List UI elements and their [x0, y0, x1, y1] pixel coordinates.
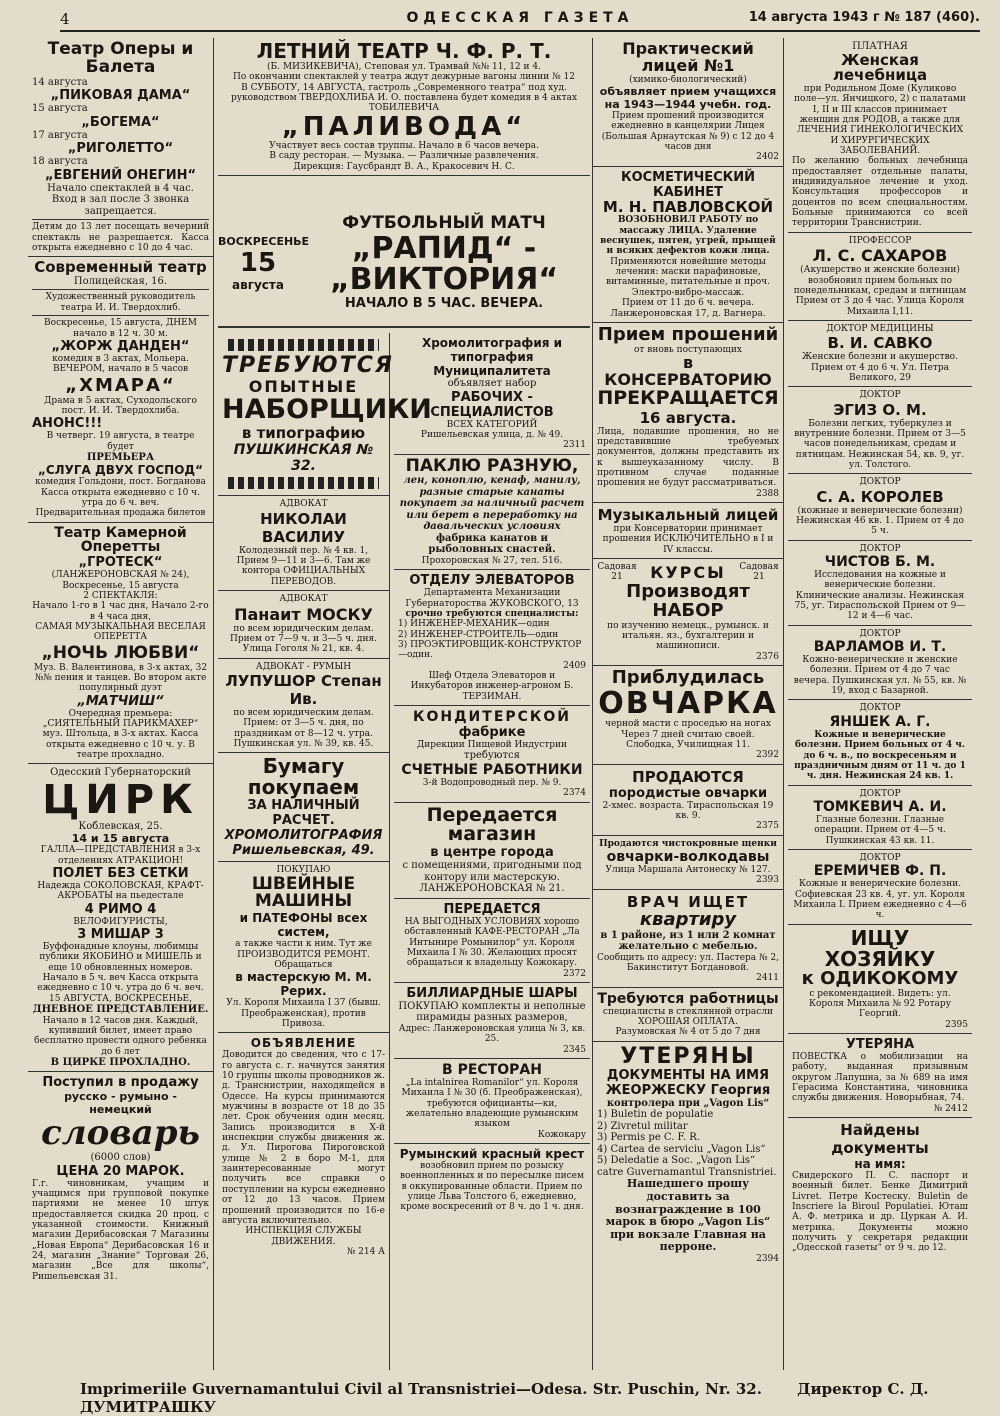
paklya-text-2: лен, коноплю, кенаф, манилу, разные старые канаты покупает за наличный расчет или берет в переработку на давальческих условиях [399, 475, 585, 533]
sewing-text-1: ПОКУПАЮ [276, 865, 331, 876]
tomkevich-label: ДОКТОР [859, 788, 901, 799]
cafe-number: 2372 [563, 968, 586, 979]
football-month: августа [232, 277, 284, 292]
circus-text-1: Одесский Губернаторский [50, 767, 191, 779]
elev-text-6: 3) ПРОЭКТИРОВЩИК-КОНСТРУКТОР—один. [398, 639, 582, 661]
elev-number: 2409 [563, 660, 586, 671]
rest-text-1: В РЕСТОРАН [442, 1062, 542, 1078]
letniy-text-3: В СУББОТУ, 14 АВГУСТА, гастроль „Современного театра“ под худ. руководством ТВЕРДОХЛИБА И. О. поставлена будет комедия в 4 актах ТОБИЛЕВИЧА [230, 82, 578, 114]
korolev-ad [788, 474, 972, 540]
korolev-label: ДОКТОР [859, 477, 901, 488]
football-ad [218, 203, 590, 328]
nabor-text-2: ОПЫТНЫЕ [248, 377, 359, 397]
circus-text-6: 15 АВГУСТА, ВОСКРЕСЕНЬЕ, [49, 993, 192, 1004]
circus-name: ЦИРК [42, 776, 199, 823]
dog-number: 2392 [756, 750, 779, 761]
circus-act-3: 3 МИШАР 3 [77, 927, 164, 943]
dog-text-3: черной масти с проседью на ногах Через 7 дней считаю своей. Слободка, Училищная 11. [605, 719, 771, 750]
sovr-anons: АНОНС!!! [32, 416, 103, 432]
conserv-text-5: 16 августа. [639, 408, 737, 427]
found-docs-ad [788, 1118, 972, 1257]
found-text: Свидерского П. С. паспорт и военный билет. Бенке Димитрий Livret. Петре Костеску. Buletin de Inscriere la Biroul Populatiei. Юташ А. Ф. метрика и др. Цуркан А. И. метрика. Документы можно получить у секретаря редакции „Одесской газеты“ от 9 ч. до 12. [792, 1170, 968, 1254]
sovr-text-1: Художественный руководитель театра И. И. Твердохлиб. [45, 292, 196, 313]
paper-text-2: ЗА НАЛИЧНЫЙ РАСЧЕТ. [247, 798, 360, 829]
yanshek-label: ДОКТОР [859, 703, 901, 714]
dict-text-4: Г.г. чиновникам, учащим и учащимся при групповой покупке партиями не менее 10 штук предоставляется скидка 20 проц. с указанной стоимости. Книжный магазин Дерибасовская 7 Магазины „Новая Европа“ Дерибасовская 16 и 24, магазин „Знание“ Торговая 26, магазин „Все для школы“, Ришельевская 31. [32, 1178, 209, 1282]
grotesk-title: Театр Камерной Оперетты [54, 524, 187, 556]
nabor-text-1: ТРЕБУЮТСЯ [222, 353, 394, 378]
dog-sale-ad [593, 765, 783, 836]
sovr-text-7: Предварительная продажа билетов [35, 508, 206, 519]
vasiliu-text: Колодезный пер. № 4 кв. 1, Прием 9—11 и 3—6. Там же контора ОФИЦИАЛЬНЫХ ПЕРЕВОДОВ. [236, 545, 371, 587]
tomkevich-text: Глазные болезни. Глазные операции. Прием от 4—5 ч. Пушкинская 43 кв. 11. [814, 814, 946, 846]
lost-item-3: 3) Permis pe C. F. R. [597, 1132, 701, 1144]
billiard-text-3: Адрес: Ланжероновская улица № 3, кв. 25. [398, 1023, 586, 1045]
grotesk-address: (ЛАНЖЕРОНОВСКАЯ № 24), [51, 570, 190, 581]
tomkevich-ad [788, 786, 972, 850]
column-1 [28, 38, 214, 1370]
landlady-text-3: с рекомендацией. Видеть: ул. Короля Михаила № 92 Ротару Георгий. [809, 988, 951, 1020]
vasiliu-ad [218, 496, 389, 591]
lyceum-text-1: Практический лицей №1 [622, 39, 754, 75]
circus-text-7: ДНЕВНОЕ ПРЕДСТАВЛЕНИЕ. [32, 1004, 209, 1016]
football-day-number: 15 [239, 247, 277, 278]
dictionary-ad [28, 1072, 213, 1285]
letniy-text-5: В саду ресторан. — Музыка. — Различные развлечения. [269, 151, 539, 162]
sewing-text-4: а также части к ним. Тут же ПРОИЗВОДИТСЯ РЕМОНТ. Обращаться [235, 939, 372, 970]
elev-text-5: 2) ИНЖЕНЕР-СТРОИТЕЛЬ—один [398, 629, 559, 640]
cosmetic-ad [593, 167, 783, 323]
rest-text-3: Кожокару [537, 1129, 586, 1140]
chistov-text: Исследования на кожные и венерические болезни. Клинические анализы. Нежинская 75, уг. Тираспольской Прием от 9—12 и 4—6 час. [794, 570, 966, 622]
found-title: Найдены документы [831, 1120, 929, 1157]
mosku-ad [218, 591, 389, 658]
kursy-text-5: по изучению немецк., румынск. и итальян. яз., бухгалтерии и машинописи. [607, 620, 769, 652]
paper-text-3: ХРОМОЛИТОГРАФИЯ [224, 828, 383, 844]
notice-text: Доводится до сведения, что с 17-го августа с. г. начнутся занятия 10 группы школы проводников ж. д. Транснистрии, находящейся в Одессе. На курсы принимаются мужчины в возрасте от 18 до 35 лет. Срок обучения один месяц. Запись производится в Х-й инспекции службы движения ж. д. Ул. Пирогова Пироговской улице № 2 в боро М-1, для заинтересованные могут получить все справки о поступлении на курсы ежедневно от 12 до 13 часов. Прием прошений производится по 16-е августа включительно. [222, 1050, 385, 1226]
lupushor-ad [218, 659, 389, 754]
column-3 [394, 333, 590, 1370]
doctor-number: 2411 [756, 973, 779, 984]
konditer-text-3: Дирекции Пищевой Индустрии [416, 740, 568, 750]
lyceum-text-5: Прием прошений производится ежедневно в канцелярии Лицея (Большая Арнаутская № 9) с 12 до 4 часов дня [601, 110, 775, 152]
opera-text-1: Начало спектаклей в 4 час. [47, 182, 194, 194]
notice-title: ОБЪЯВЛЕНИЕ [250, 1036, 357, 1051]
sovr-title: Современный театр [34, 258, 207, 277]
elev-text-2: Департамента Механизации Губернатороства ЖУКОВСКОГО, 13 [405, 588, 579, 609]
sewing-text-3: и ПАТЕФОНЫ всех систем, [239, 911, 368, 940]
circus-dates: 14 и 15 августа [71, 832, 170, 846]
conserv-text-1: Прием прошений [597, 323, 779, 345]
football-teams: „РАПИД“ - „ВИКТОРИЯ“ [329, 230, 559, 298]
eremichev-ad [788, 850, 972, 925]
lost-text-1: УТЕРЯНЫ [620, 1043, 756, 1069]
lupushor-label: АДВОКАТ - РУМЫН [255, 661, 352, 672]
circus-text-4: ВЕЛОФИГУРИСТЫ, [73, 916, 168, 927]
football-time: НАЧАЛО В 5 ЧАС. ВЕЧЕРА. [344, 295, 544, 311]
elev-text-1: ОТДЕЛУ ЭЛЕВАТОРОВ [409, 573, 575, 589]
sovr-play-2: „ХМАРА“ [65, 374, 176, 396]
opera-text-2: Вход в зал после 3 звонка запрещается. [51, 194, 190, 217]
sovr-theatre-ad [28, 257, 213, 523]
lostnotice-number: № 2412 [933, 1103, 968, 1114]
eremichev-text: Кожные и венерические болезни. Софиевская 23 кв. 4, уг. ул. Короля Михаила I. Прием ежедневно с 4—6 ч. [793, 879, 967, 921]
column-4 [592, 38, 784, 1370]
varlamov-text: Кожно-венерические и женские болезни. Прием от 4 до 7 час вечера. Пушкинская ул. № 55, кв. № 19, вход с Базарной. [793, 655, 967, 697]
chistov-ad [788, 541, 972, 626]
eremichev-name: ЕРЕМИЧЕВ Ф. П. [813, 863, 947, 880]
letniy-text-2: По окончании спектаклей у театра ждут дежурные вагоны линии № 12 [233, 72, 575, 83]
dict-price: ЦЕНА 20 МАРОК. [56, 1163, 185, 1179]
letniy-text-1: (Б. МИЗИКЕВИЧА), Степовая ул. Трамвай №№ 11, 12 и 4. [267, 62, 541, 72]
konditer-text-6: 3-й Водопроводный пер. № 9. [422, 777, 562, 788]
opera-title: Театр Оперы и Балета [47, 39, 194, 77]
cafe-text-2: НА ВЫГОДНЫХ УСЛОВИЯХ хорошо обставленный КАФЕ-РЕСТОРАН „Ла Интынире Ромынилор“ ул. Короля Михаила I № 30. Желающих просят обращаться к владельцу Кожокару. [404, 916, 580, 969]
lost-item-4: 4) Cartea de serviciu „Vagon Lis“ [597, 1143, 766, 1155]
billiard-number: 2345 [563, 1044, 586, 1055]
nabor-text-3: НАБОРЩИКИ [222, 394, 432, 426]
korolev-text: (кожные и венерические болезни) Нежинская 46 кв. 1. Прием от 4 до 5 ч. [796, 505, 964, 537]
cafe-text-1: ПЕРЕДАЕТСЯ [443, 901, 541, 917]
cosmetic-text-4: Применяются новейшие методы лечения: маски парафиновые, витаминные, питательные и проч. Электро-вибро-массаж. [605, 256, 771, 298]
sale-text-3: 2-хмес. возраста. Тираспольская 19 кв. 9. [602, 800, 774, 821]
music-text-1: Музыкальный лицей [597, 506, 779, 525]
doctor-text-4: Сообщить по адресу: ул. Пастера № 2, Бакинститут Богдановой. [597, 952, 779, 973]
kursy-title: КУРСЫ [650, 562, 726, 582]
redcross-text-2: возобновил прием по розыску военнопленных и по пересылке писем в оккупированные области. Прием по улице Льва Толстого 6, ежедневно, кроме воскресений от 8 ч. до 1 ч. дня. [399, 1161, 584, 1213]
billiard-ad [394, 983, 590, 1059]
egiz-name: ЭГИЗ О. М. [833, 400, 927, 419]
elev-text-3: срочно требуются специалисты: [405, 608, 579, 619]
eremichev-label: ДОКТОР [859, 852, 901, 863]
landlady-text-2: к ОДИКОКОМУ [801, 967, 959, 989]
workers-text-2: специалисты в стеклянной отрасли ХОРОШАЯ ОПЛАТА. [602, 1006, 774, 1027]
sale-text-1: ПРОДАЮТСЯ [632, 767, 744, 786]
opera-play-3: „РИГОЛЕТТО“ [67, 141, 174, 157]
mosku-label: АДВОКАТ [279, 594, 328, 605]
egiz-ad [788, 387, 972, 474]
kursy-number: 2376 [756, 651, 779, 662]
chistov-name: ЧИСТОВ Б. М. [824, 554, 936, 571]
letniy-text-6: Дирекция: Гаусбрандт В. А., Кракосевич Н. С. [293, 161, 515, 172]
kursy-addr-right: Садовая 21 [739, 562, 779, 583]
opera-date-4: 18 августа [32, 156, 88, 168]
conserv-text-3: в КОНСЕРВАТОРИЮ [604, 353, 772, 389]
shop-text-3: с помещениями, пригодными под контору или мастерскую. ЛАНЖЕРОНОВСКАЯ № 21. [402, 860, 582, 895]
circus-text-3: Надежда СОКОЛОВСКАЯ, КРАФТ-АКРОБАТЫ на пьедестале [37, 881, 204, 902]
opera-date-2: 15 августа [32, 103, 88, 115]
opera-date-1: 14 августа [32, 76, 88, 88]
football-day-label: ВОСКРЕСЕНЬЕ [218, 234, 310, 248]
grotesk-text-5: Муз. В. Валентинова, в 3-х актах, 32 №№ пения и танцев. Во втором акте популярный дуэт [33, 662, 208, 694]
notice-number: № 214 А [346, 1246, 385, 1257]
paper-ad [218, 753, 389, 862]
wolf-text-3: Улица Маршала Антонеску № 127. [605, 865, 771, 876]
grotesk-ad [28, 523, 213, 765]
grotesk-name: „ГРОТЕСК“ [78, 555, 163, 571]
shop-text-1: Передается магазин [426, 803, 558, 846]
lost-text-3: ЖЕОРЖЕСКУ Георгия [605, 1082, 771, 1098]
savko-name: В. И. САВКО [827, 334, 933, 353]
opera-ad [28, 38, 213, 257]
chromo-text-5: Ришельевская улица, д. № 49. [420, 429, 564, 440]
vasiliu-name: НИКОЛАИ ВАСИЛИУ [260, 509, 347, 546]
grotesk-text-3: Начало 1-го в 1 час дня, Начало 2-го в 4 часа дня, [32, 601, 209, 622]
grotesk-text-2: 2 СПЕКТАКЛЯ: [83, 590, 158, 601]
found-subtitle: на имя: [854, 1156, 906, 1171]
opera-date-3: 17 августа [32, 129, 88, 141]
landlady-number: 2395 [945, 1019, 968, 1030]
lyceum-text-4: на 1943—1944 учебн. год. [604, 97, 772, 111]
lost-text-2: ДОКУМЕНТЫ НА ИМЯ [606, 1067, 770, 1083]
dog-text-1: Приблудилась [611, 666, 765, 688]
lyceum-number: 2402 [756, 152, 779, 163]
notice-signature: ИНСПЕКЦИЯ СЛУЖБЫ ДВИЖЕНИЯ. [245, 1226, 362, 1247]
lostnotice-title: УТЕРЯНА [845, 1036, 915, 1052]
clinic-text-4: По желанию больных лечебница предоставляет отдельные палаты, индивидуальное лечение и уход. Консультация профессоров и доцентов по всем специальностям. Больные принимаются со всей территории Транснистрии. [792, 156, 968, 229]
lost-number: 2394 [756, 1254, 779, 1265]
cosmetic-text-2: М. Н. ПАВЛОВСКОЙ [602, 197, 774, 216]
sovr-text-2: Воскресенье, 15 августа, ДНЕМ начало в 12 ч. 30 м. [44, 318, 197, 339]
wolfhound-ad [593, 836, 783, 890]
workers-text-3: Разумовская № 4 от 5 до 7 дня [615, 1027, 761, 1038]
circus-text-2: ГАЛЛА—ПРЕДСТАВЛЕНИЯ в 3-х отделениях АТРАКЦИОН! [40, 845, 201, 866]
wolf-text-2: овчарки-волкодавы [606, 849, 770, 866]
football-title: ФУТБОЛЬНЫЙ МАТЧ [342, 213, 546, 234]
sewing-text-2: ШВЕЙНЫЕ МАШИНЫ [251, 873, 356, 912]
column-5 [788, 38, 972, 1370]
cosmetic-text-3: ВОЗОБНОВИЛ РАБОТУ по массажу ЛИЦА. Удаление веснушек, пятен, угрей, прыщей и всяких дефектов кожи лица. [600, 215, 776, 257]
varlamov-name: ВАРЛАМОВ И. Т. [813, 639, 947, 656]
konditer-ad [394, 706, 590, 803]
konditer-text-2: фабрике [458, 725, 526, 740]
grotesk-text-6: Очередная премьера: „СИЯТЕЛЬНЫЙ ПАРИКМАХЕР“ муз. Штольца, в 3-х актах. Касса открыта ежедневно с 10 ч. у. В театре прохладно. [42, 708, 199, 760]
konditer-text-4: требуются [464, 750, 520, 762]
sovr-text-5: В четверг. 19 августа, в театре будет [46, 431, 195, 452]
yanshek-name: ЯНШЕК А. Г. [829, 713, 931, 730]
sovr-play-3: „СЛУГА ДВУХ ГОСПОД“ [37, 463, 203, 478]
chromo-number: 2311 [563, 440, 586, 451]
cafe-ad [394, 899, 590, 983]
kursy-text-4: Производят НАБОР [626, 580, 750, 621]
sewing-text-5: в мастерскую М. М. Рерих. [235, 970, 372, 999]
savko-ad [788, 321, 972, 387]
savko-text: Женские болезни и акушерство. Прием от 4 до 6 ч. Ул. Петра Великого, 29 [802, 352, 958, 383]
lostnotice-text: ПОВЕСТКА о мобилизации на работу, выданная призывным округом Лапушна, за № 689 на имя Герасима Константина, чиновника службы движения. Новорыбная, 74. [792, 1051, 968, 1104]
sale-number: 2375 [756, 821, 779, 832]
doctor-flat-ad [593, 890, 783, 988]
doctor-text-3: в 1 районе, из 1 или 2 комнат желательно с мебелью. [600, 929, 776, 953]
yanshek-text: Кожные и венерические болезни. Прием больных от 4 ч. до 6 ч. в., по воскресеньям и праздничным дням от 11 ч. до 1 ч. дня. Нежинская 24 кв. 1. [794, 729, 966, 782]
opera-play-1: „ПИКОВАЯ ДАМА“ [50, 88, 191, 104]
elev-text-4: 1) ИНЖЕНЕР-МЕХАНИК—один [398, 619, 550, 630]
vasiliu-label: АДВОКАТ [279, 499, 328, 510]
chistov-label: ДОКТОР [859, 543, 901, 554]
summer-theatre-ad [218, 38, 590, 203]
grotesk-text-1: Воскресенье, 15 августа [62, 580, 179, 591]
issue-date: 14 августа 1943 г № 187 (460). [748, 10, 980, 25]
sovr-text-3: комедия в 3 актах, Мольера. ВЕЧЕРОМ, начало в 5 часов [52, 353, 189, 375]
circus-act-2: 4 РИМО 4 [84, 901, 157, 917]
yanshek-ad [788, 700, 972, 785]
dict-text-1: Поступил в продажу [42, 1075, 199, 1091]
dict-name: словарь [41, 1113, 200, 1154]
conserv-number: 2388 [756, 488, 779, 499]
clinic-text-1: ПЛАТНАЯ [852, 41, 908, 52]
sewing-ad [218, 862, 389, 1033]
column-2 [218, 333, 432, 1370]
workers-text-1: Требуются работницы [597, 990, 779, 1007]
sakharov-ad [788, 233, 972, 321]
page-number: 4 [60, 10, 70, 28]
lyceum-text-2: (химико-биологический) [629, 74, 747, 85]
redcross-text-1: Румынский красный крест [399, 1147, 585, 1162]
paklya-text-1: ПАКЛЮ РАЗНУЮ, [405, 455, 579, 476]
redcross-ad [394, 1144, 590, 1216]
grotesk-text-4: САМАЯ МУЗЫКАЛЬНАЯ ВЕСЕЛАЯ ОПЕРЕТТА [35, 621, 206, 643]
conserv-text-6: Лица, подавшие прошения, но не представившие требуемых документов, должны представить их к вышеуказанному числу. В противном случае поданные прошения не будут рассматриваться. [597, 426, 779, 489]
kursy-addr-left: Садовая 21 [597, 562, 637, 583]
wolf-text-1: Продаются чистокровные щенки [599, 838, 777, 849]
varlamov-label: ДОКТОР [859, 628, 901, 639]
lost-item-1: 1) Buletin de populatie [597, 1109, 714, 1121]
conservatory-ad [593, 323, 783, 503]
dict-text-2: русско - румыно - немецкий [64, 1090, 177, 1117]
printer-imprint: Imprimeriile Guvernamantului Civil al Transnistriei—Odesa. Str. Puschin, Nr. 32. [80, 1380, 762, 1398]
lost-docs-ad [593, 1042, 783, 1268]
music-text-2: при Консерватории принимает прошения ИСКЛЮЧИТЕЛЬНО в I и IV классы. [602, 524, 774, 555]
tomkevich-name: ТОМКЕВИЧ А. И. [813, 798, 947, 815]
paper-text-4: Ришельевская, 49. [232, 843, 375, 859]
korolev-name: С. А. КОРОЛЕВ [816, 487, 944, 506]
sovr-text-4: Драма в 5 актах, Суходольского пост. И. И. Твердохлиба. [44, 395, 197, 416]
paper-text-1: Бумагу покупаем [247, 754, 360, 800]
sovr-premiere: ПРЕМЬЕРА [86, 451, 155, 463]
chromo-text-3: РАБОЧИХ - СПЕЦИАЛИСТОВ [430, 389, 554, 420]
director-name: Директор С. Д. ДУМИТРАШКУ [80, 1380, 929, 1416]
cosmetic-text-1: КОСМЕТИЧЕСКИЙ КАБИНЕТ [620, 169, 756, 200]
page-footer [80, 1380, 960, 1416]
sakharov-name: Л. С. САХАРОВ [812, 246, 948, 266]
circus-text-8: Начало в 12 часов дня. Каждый, купивший билет, имеет право бесплатно провести одного ребенка до 6 лет [34, 1015, 207, 1057]
typesetters-ad [218, 333, 432, 496]
dog-found-ad [593, 666, 783, 765]
konditer-number: 2374 [563, 788, 586, 799]
grotesk-play-1: „НОЧЬ ЛЮБВИ“ [41, 642, 200, 663]
billiard-text-1: БИЛЛИАРДНЫЕ ШАРЫ [406, 985, 578, 1001]
sovr-play-1: „ЖОРЖ ДАНДЕН“ [51, 338, 190, 354]
letniy-text-4: Участвует весь состав труппы. Начало в 6 часов вечера. [269, 141, 539, 152]
workers-ad [593, 988, 783, 1042]
circus-act-1: ПОЛЕТ БЕЗ СЕТКИ [52, 866, 189, 881]
landlady-text-1: ИЩУ ХОЗЯЙКУ [824, 925, 936, 971]
landlady-ad [788, 925, 972, 1034]
chromo-text-2: объявляет набор [447, 378, 537, 389]
chromo-ad [394, 333, 590, 455]
konditer-text-5: СЧЕТНЫЕ РАБОТНИКИ [401, 761, 583, 778]
elevator-ad [394, 570, 590, 706]
conserv-text-2: от вновь поступающих [634, 344, 742, 355]
dog-text-2: ОВЧАРКА [598, 685, 778, 721]
konditer-text-1: КОНДИТЕРСКОЙ [413, 709, 571, 725]
cosmetic-text-6: Ланжероновская 17, д. Вагнера. [610, 308, 766, 319]
lost-item-2: 2) Zivretul militar [597, 1120, 688, 1132]
billiard-text-2: ПОКУПАЮ комплекты и неполные пирамиды разных размеров, [398, 1000, 586, 1024]
sakharov-text: (Акушерство и женские болезни) возобновил прием больных по понедельникам, средам и пятницам Прием от 3 до 4 час. Улица Короля Михаила I,11. [793, 265, 967, 317]
opera-text-3: Детям до 13 лет посещать вечерний спектакль не разрешается. Касса открыта ежедневно с 10 до 4 час. [32, 222, 209, 253]
page-header [60, 8, 980, 32]
rest-text-2: „La intalnirea Romanilor“ ул. Короля Михаила I № 30 (б. Преображенская), требуются официанты—ки, желательно владеющие румынским языком [401, 1078, 583, 1130]
paklya-text-3: фабрика канатов и рыболовных снастей. [428, 532, 556, 556]
sovr-text-6: комедия Гольдони, пост. Богданова Касса открыта ежедневно с 10 ч. утра до 6 ч. веч. [35, 477, 206, 509]
circus-text-5: Буффонадные клоуны, любимцы публики ЯКОБИНО и МИШЕЛЬ и еще 10 обновленных номеров. Начало в 5 ч. веч Касса открыта ежедневно с 10 ч. утра до 6 ч. веч. [37, 942, 204, 994]
opera-play-4: „ЕВГЕНИЙ ОНЕГИН“ [44, 167, 197, 183]
wolf-number: 2393 [756, 875, 779, 886]
paklya-text-4: Прохоровская № 27, тел. 516. [421, 555, 563, 566]
clinic-ad [788, 38, 972, 233]
lost-notice-ad [788, 1034, 972, 1118]
chromo-text-4: ВСЕХ КАТЕГОРИЙ [446, 419, 538, 430]
lost-text-5: Нашедшего прошу доставить за вознаграждение в 100 марок в бюро „Vagon Lis“ при вокзале Главная на перроне. [605, 1177, 771, 1254]
lost-text-4: контролера при „Vagon Lis“ [606, 1097, 770, 1109]
newspaper-title: ОДЕССКАЯ ГАЗЕТА [406, 10, 634, 26]
doctor-text-2: квартиру [639, 908, 737, 930]
nabor-text-5: ПУШКИНСКАЯ № 32. [233, 442, 374, 475]
lyceum-text-3: объявляет прием учащихся [599, 84, 777, 98]
clinic-text-2: Женская лечебница [832, 50, 928, 85]
clinic-text-3: при Родильном Доме (Куликово поле—ул. Янчицкого, 2) с палатами I, II и III классов принимает женщин для РОДОВ, а также для ЛЕЧЕНИЯ ГИНЕКОЛОГИЧЕСКИХ И ХИРУРГИЧЕСКИХ ЗАБОЛЕВАНИЙ. [794, 84, 966, 157]
cosmetic-text-5: Прием от 11 до 6 ч. вечера. [621, 298, 755, 309]
egiz-label: ДОКТОР [859, 390, 901, 401]
savko-label: ДОКТОР МЕДИЦИНЫ [826, 323, 934, 334]
mosku-text: по всем юридическим делам. Прием от 7—9 ч. и 3—5 ч. дня. Улица Гоголя № 21, кв. 4. [230, 623, 377, 655]
grotesk-play-2: „МАТЧИШ“ [77, 693, 164, 709]
music-lyceum-ad [593, 503, 783, 559]
sovr-address: Полицейская, 16. [73, 275, 168, 287]
egiz-text: Болезни легких, туберкулез и внутренние болезни. Прием от 3—5 часов понедельникам, средам и пятницам. Нежинская 54, кв. 9, уг. ул. Толстого. [794, 418, 966, 470]
courses-ad [593, 559, 783, 666]
shop-text-2: в центре города [430, 845, 554, 861]
chromo-text-1: Хромолитография и типография Муниципалитета [421, 336, 563, 378]
dict-text-3: (6000 слов) [90, 1152, 151, 1164]
letniy-title: ЛЕТНИЙ ТЕАТР Ч. Ф. Р. Т. [256, 39, 552, 63]
sale-text-2: породистые овчарки [608, 785, 768, 801]
mosku-name: Панаит МОСКУ [234, 604, 373, 624]
varlamov-ad [788, 626, 972, 701]
lupushor-text: по всем юридическим делам. Прием: от 3—5 ч. дня, по праздникам от 8—12 ч. утра. Пушкинская ул. № 39, кв. 45. [233, 707, 374, 749]
circus-ad [28, 764, 213, 1072]
notice-ad [218, 1033, 389, 1260]
conserv-text-4: ПРЕКРАЩАЕТСЯ [597, 386, 779, 409]
shop-ad [394, 803, 590, 899]
circus-address: Коблевская, 25. [78, 820, 163, 832]
nabor-text-4: в типографию [241, 424, 366, 443]
lost-item-5: 5) Deledatie a Soc. „Vagon Lis“ catre Guvernamantul Transnistriei. [597, 1155, 777, 1178]
sewing-text-6: Ул. Короля Михаила I 37 (бывш. Преображенская), против Привоза. [226, 998, 381, 1029]
doctor-text-1: ВРАЧ ИЩЕТ [626, 892, 750, 911]
opera-play-2: „БОГЕМА“ [81, 114, 160, 130]
elev-text-7: Шеф Отдела Элеваторов и Инкубаторов инженер-агроном Б. ТЕРЗИМАН. [410, 670, 574, 702]
lyceum-ad [593, 38, 783, 167]
circus-text-9: В ЦИРКЕ ПРОХЛАДНО. [50, 1056, 191, 1068]
letniy-play: „ПАЛИВОДА“ [281, 111, 527, 142]
lupushor-name: ЛУПУШОР Степан Ив. [225, 671, 382, 708]
restaurant-ad [394, 1059, 590, 1144]
sakharov-label: ПРОФЕССОР [848, 235, 912, 246]
paklya-ad [394, 455, 590, 571]
